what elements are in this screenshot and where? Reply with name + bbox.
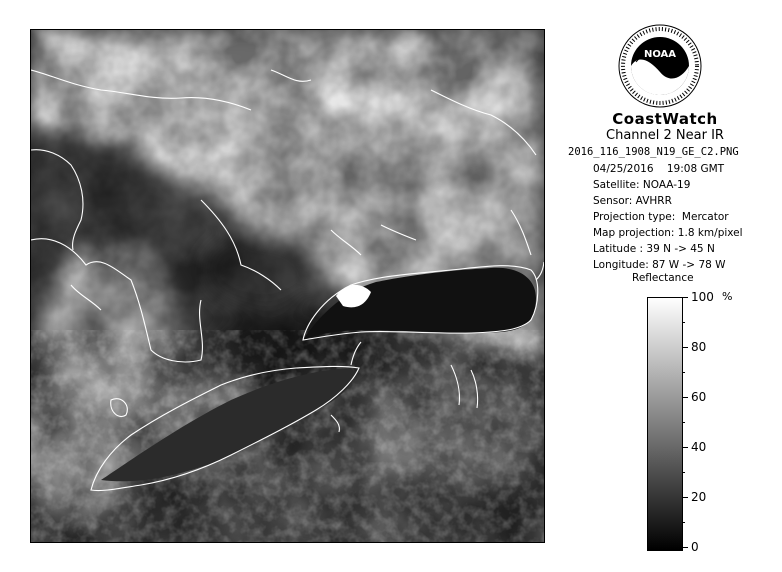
sensor-label: Sensor: AVHRR <box>593 195 672 207</box>
colorbar-title: Reflectance <box>632 272 694 284</box>
colorbar-tick-label: 0 <box>691 540 699 554</box>
colorbar-tick <box>682 347 688 348</box>
colorbar-minor-tick <box>682 322 685 323</box>
fine-cloud-texture <box>31 330 544 542</box>
colorbar-tick <box>682 497 688 498</box>
colorbar-tick-label: 20 <box>691 490 707 504</box>
colorbar-unit: % <box>722 290 733 303</box>
colorbar-tick-label: 100 <box>691 290 714 304</box>
colorbar-minor-tick <box>682 422 685 423</box>
colorbar-minor-tick <box>682 372 685 373</box>
latitude-label: Latitude : 39 N -> 45 N <box>593 243 715 255</box>
reflectance-colorbar <box>647 297 683 551</box>
satellite-image <box>30 29 545 543</box>
datetime-label: 04/25/2016 19:08 GMT <box>593 163 725 175</box>
colorbar-tick-label: 40 <box>691 440 707 454</box>
projection-type-label: Projection type: Mercator <box>593 211 729 223</box>
longitude-label: Longitude: 87 W -> 78 W <box>593 259 726 271</box>
colorbar-tick <box>682 397 688 398</box>
noaa-logo-text: NOAA <box>643 49 677 60</box>
colorbar-tick-label: 80 <box>691 340 707 354</box>
image-filename: 2016_116_1908_N19_GE_C2.PNG <box>568 146 739 158</box>
colorbar-tick <box>682 547 688 548</box>
satellite-label: Satellite: NOAA-19 <box>593 179 691 191</box>
page-title: CoastWatch <box>612 110 718 128</box>
colorbar-minor-tick <box>682 472 685 473</box>
colorbar-minor-tick <box>682 522 685 523</box>
map-projection-label: Map projection: 1.8 km/pixel <box>593 227 743 239</box>
colorbar-tick <box>682 297 688 298</box>
noaa-logo <box>618 24 702 108</box>
channel-subtitle: Channel 2 Near IR <box>606 128 724 143</box>
colorbar-tick-label: 60 <box>691 390 707 404</box>
colorbar-tick <box>682 447 688 448</box>
